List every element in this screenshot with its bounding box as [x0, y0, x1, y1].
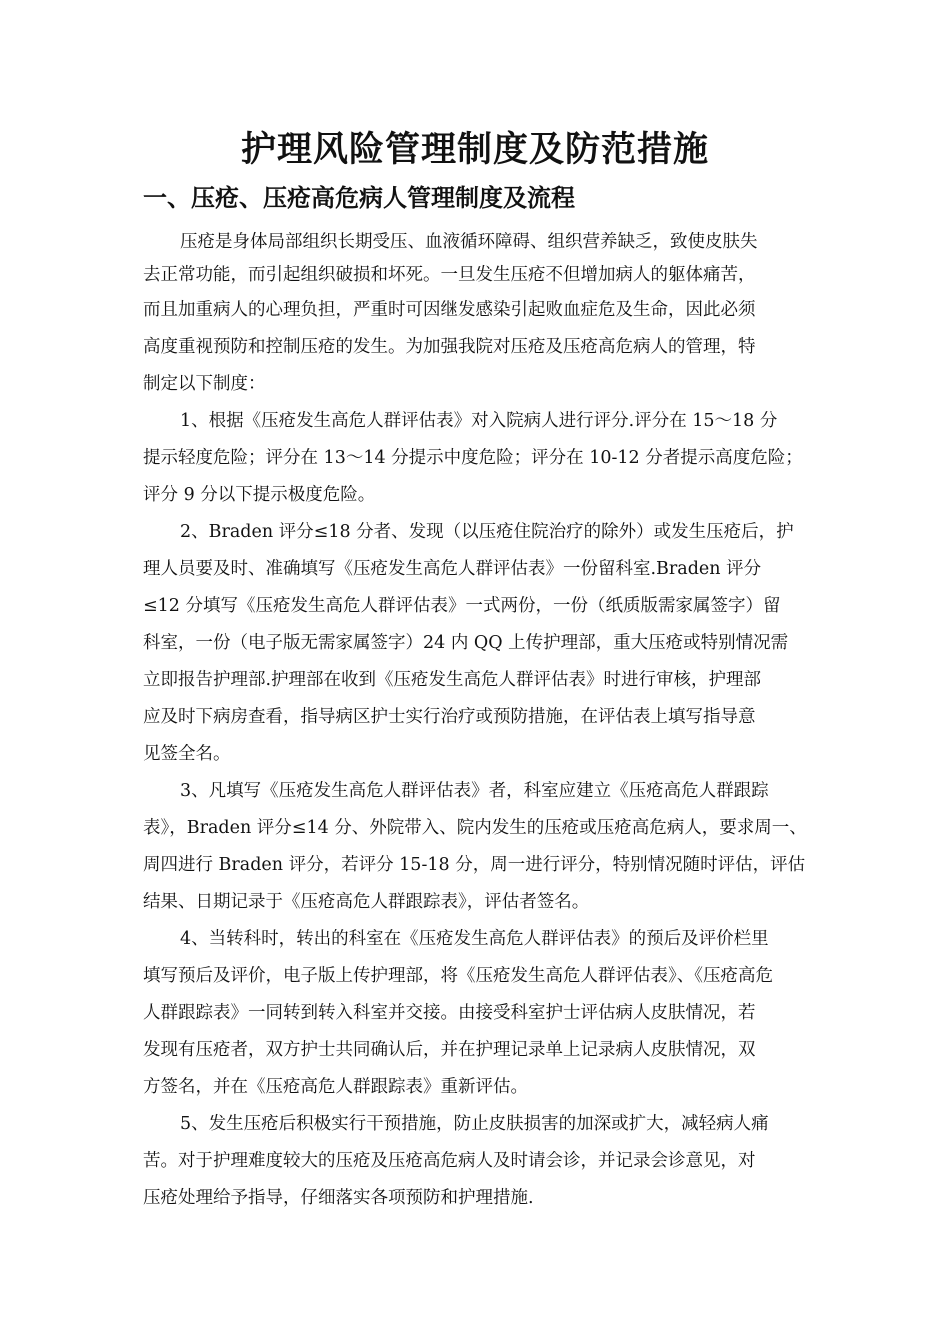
- paragraph-line: 人群跟踪表》一同转到转入科室并交接。由接受科室护士评估病人皮肤情况，若: [143, 1003, 756, 1023]
- paragraph-line: 苦。对于护理难度较大的压疮及压疮高危病人及时请会诊，并记录会诊意见，对: [143, 1151, 756, 1171]
- paragraph-line: 5、发生压疮后积极实行干预措施，防止皮肤损害的加深或扩大，减轻病人痛: [180, 1114, 769, 1134]
- paragraph-line: 填写预后及评价，电子版上传护理部，将《压疮发生高危人群评估表》、《压疮高危: [143, 966, 773, 986]
- paragraph-line: 压疮是身体局部组织长期受压、血液循环障碍、组织营养缺乏，致使皮肤失: [180, 232, 758, 252]
- paragraph-line: 1、根据《压疮发生高危人群评估表》对入院病人进行评分.评分在 15～18 分: [180, 411, 778, 431]
- paragraph-line: ≤12 分填写《压疮发生高危人群评估表》一式两份，一份（纸质版需家属签字）留: [143, 596, 781, 616]
- paragraph-line: 压疮处理给予指导，仔细落实各项预防和护理措施.: [143, 1188, 534, 1208]
- paragraph-line: 评分 9 分以下提示极度危险。: [143, 485, 376, 505]
- paragraph-line: 高度重视预防和控制压疮的发生。为加强我院对压疮及压疮高危病人的管理，特: [143, 337, 756, 357]
- paragraph-line: 制定以下制度：: [143, 374, 266, 394]
- paragraph-line: 2、Braden 评分≤18 分者、发现（以压疮住院治疗的除外）或发生压疮后，护: [180, 522, 794, 542]
- paragraph-line: 提示轻度危险；评分在 13～14 分提示中度危险；评分在 10-12 分者提示高度危险；: [143, 448, 803, 468]
- paragraph-line: 去正常功能，而引起组织破损和坏死。一旦发生压疮不但增加病人的躯体痛苦，: [143, 265, 756, 285]
- paragraph-line: 3、凡填写《压疮发生高危人群评估表》者，科室应建立《压疮高危人群跟踪: [180, 781, 769, 801]
- paragraph-line: 结果、日期记录于《压疮高危人群跟踪表》，评估者签名。: [143, 892, 590, 912]
- document-title: 护理风险管理制度及防范措施: [240, 129, 709, 170]
- paragraph-line: 表》，Braden 评分≤14 分、外院带入、院内发生的压疮或压疮高危病人，要求周一、: [143, 818, 807, 838]
- paragraph-line: 科室，一份（电子版无需家属签字）24 内 QQ 上传护理部，重大压疮或特别情况需: [143, 633, 789, 653]
- paragraph-line: 4、当转科时，转出的科室在《压疮发生高危人群评估表》的预后及评价栏里: [180, 929, 769, 949]
- paragraph-line: 应及时下病房查看，指导病区护士实行治疗或预防措施，在评估表上填写指导意: [143, 707, 756, 727]
- paragraph-line: 而且加重病人的心理负担，严重时可因继发感染引起败血症危及生命，因此必须: [143, 300, 756, 320]
- paragraph-line: 立即报告护理部.护理部在收到《压疮发生高危人群评估表》时进行审核，护理部: [143, 670, 762, 690]
- section-heading: 一、压疮、压疮高危病人管理制度及流程: [143, 183, 575, 212]
- paragraph-line: 理人员要及时、准确填写《压疮发生高危人群评估表》一份留科室.Braden 评分: [143, 559, 762, 579]
- paragraph-line: 见签全名。: [143, 744, 231, 764]
- paragraph-line: 发现有压疮者，双方护士共同确认后，并在护理记录单上记录病人皮肤情况，双: [143, 1040, 756, 1060]
- paragraph-line: 方签名，并在《压疮高危人群跟踪表》重新评估。: [143, 1077, 528, 1097]
- paragraph-line: 周四进行 Braden 评分，若评分 15-18 分，周一进行评分，特别情况随时评估，评估: [143, 855, 806, 875]
